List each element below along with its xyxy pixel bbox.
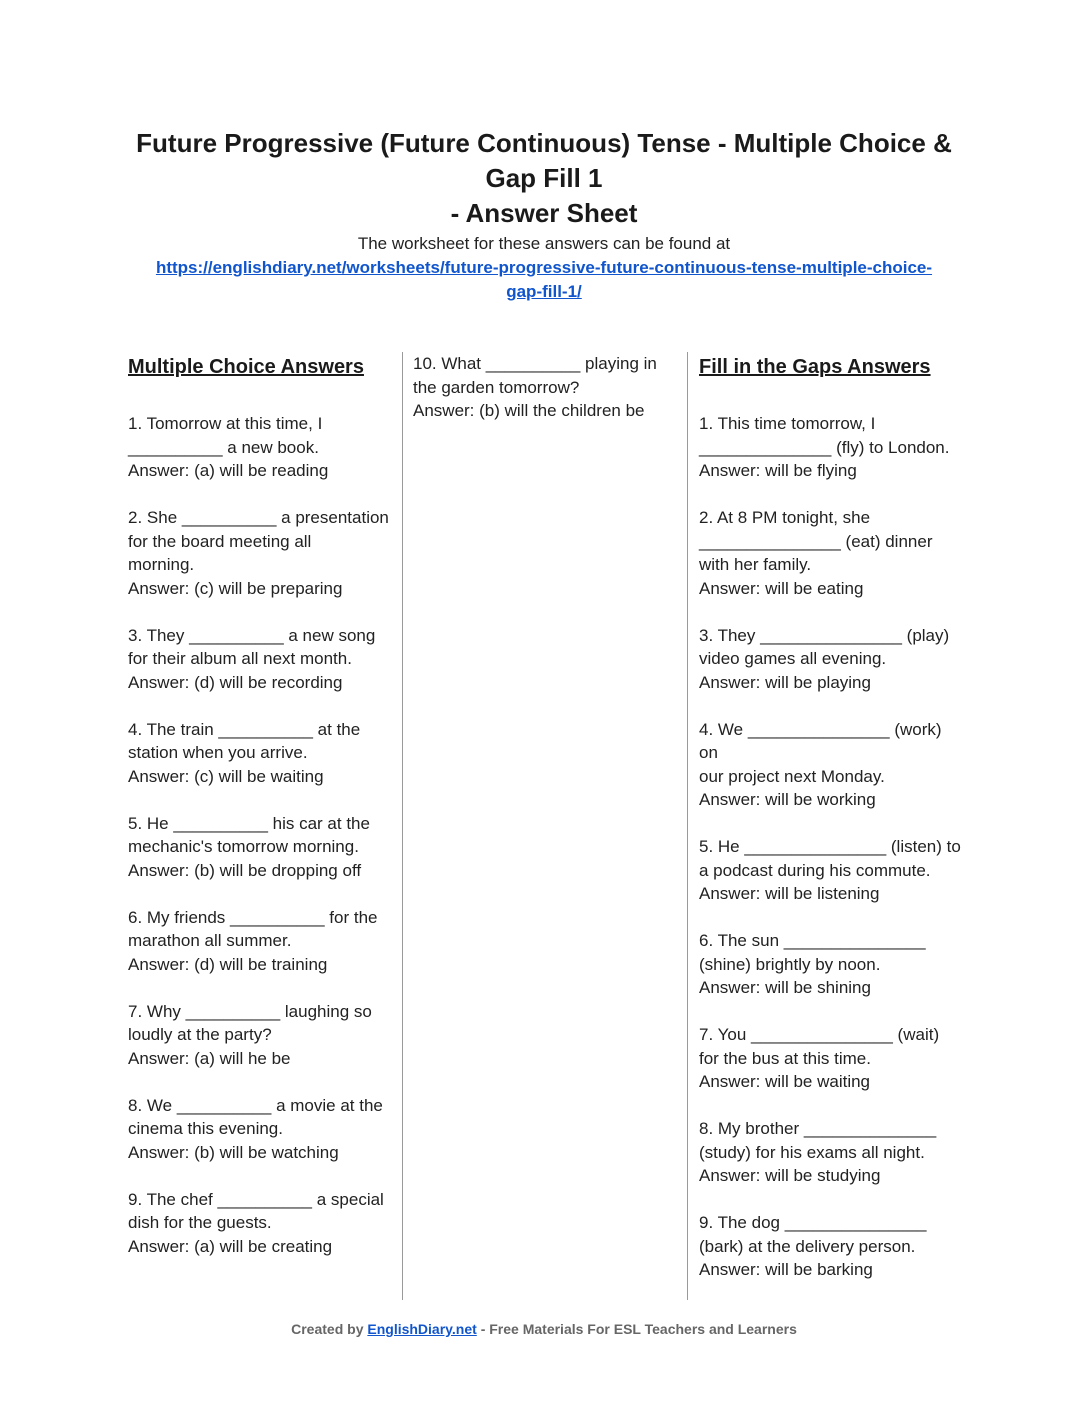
- question-item: [699, 1023, 965, 1094]
- answer-line: Answer: (d) will be recording: [128, 672, 343, 692]
- worksheet-intro: [110, 232, 978, 304]
- fill-gaps-heading: Fill in the Gaps Answers: [699, 356, 931, 378]
- question-item: [128, 906, 394, 977]
- question-item: [699, 835, 965, 906]
- question-line: station when you arrive.: [128, 743, 308, 762]
- multiple-choice-heading: Multiple Choice Answers: [128, 356, 364, 378]
- title-line-2: Gap Fill 1: [485, 163, 603, 193]
- answer-line: Answer: (c) will be waiting: [128, 766, 324, 786]
- multiple-choice-overflow-column: [413, 352, 675, 446]
- question-line: 1. Tomorrow at this time, I: [128, 414, 323, 433]
- footer-suffix: - Free Materials For ESL Teachers and Learners: [476, 1321, 797, 1337]
- answer-line: Answer: will be studying: [699, 1166, 881, 1185]
- footer-link[interactable]: EnglishDiary.net: [367, 1321, 477, 1337]
- worksheet-link-line-2: gap-fill-1/: [506, 282, 582, 301]
- fill-gaps-column: [699, 352, 965, 1305]
- question-item: [699, 929, 965, 1000]
- question-line: for their album all next month.: [128, 649, 352, 668]
- footer: [0, 1321, 1088, 1337]
- column-divider-left: [402, 352, 403, 1300]
- answer-line: Answer: will be shining: [699, 978, 871, 997]
- answer-line: Answer: (c) will be preparing: [128, 578, 343, 598]
- fill-gaps-list: [699, 412, 965, 1282]
- answer-line: Answer: (b) will the children be: [413, 401, 645, 420]
- question-line: (study) for his exams all night.: [699, 1142, 925, 1162]
- question-line: 8. We __________ a movie at the: [128, 1095, 383, 1115]
- answer-line: Answer: (b) will be dropping off: [128, 860, 362, 880]
- title-line-1: Future Progressive (Future Continuous) Tense - Multiple Choice &: [136, 128, 952, 158]
- question-line: for the bus at this time.: [699, 1048, 871, 1068]
- question-line: 3. They __________ a new song: [128, 625, 376, 645]
- question-item: [699, 624, 965, 695]
- question-item: [128, 1188, 394, 1259]
- question-line: _______________ (eat) dinner: [699, 531, 933, 551]
- question-item: [128, 506, 394, 600]
- question-line: 8. My brother ______________: [699, 1119, 937, 1138]
- answer-line: Answer: (a) will he be: [128, 1048, 291, 1068]
- question-item: [128, 812, 394, 883]
- question-line: 4. The train __________ at the: [128, 719, 361, 739]
- answer-line: Answer: (b) will be watching: [128, 1142, 339, 1162]
- question-line: 10. What __________ playing in: [413, 354, 657, 373]
- page-title: [110, 126, 978, 231]
- question-line: 3. They _______________ (play): [699, 625, 950, 645]
- answer-line: Answer: (a) will be creating: [128, 1236, 333, 1256]
- question-line: 5. He _______________ (listen) to: [699, 837, 961, 856]
- question-line: (shine) brightly by noon.: [699, 954, 881, 974]
- answer-line: Answer: will be waiting: [699, 1072, 871, 1091]
- question-item: [128, 1000, 394, 1071]
- multiple-choice-list: [128, 412, 394, 1258]
- question-line: our project next Monday.: [699, 766, 885, 786]
- worksheet-link-line-1: https://englishdiary.net/worksheets/future-progressive-future-continuous-tense-multiple-choice-: [155, 258, 933, 277]
- question-item: [699, 718, 965, 812]
- question-line: 6. The sun _______________: [699, 931, 926, 950]
- question-item: [128, 412, 394, 483]
- footer-prefix: Created by: [291, 1321, 368, 1337]
- question-line: 5. He __________ his car at the: [128, 813, 370, 833]
- intro-text: The worksheet for these answers can be found at: [357, 234, 731, 253]
- question-line: 1. This time tomorrow, I: [699, 414, 876, 433]
- question-item: [699, 412, 965, 483]
- question-line: __________ a new book.: [128, 437, 319, 457]
- answer-line: Answer: will be listening: [699, 884, 880, 903]
- question-line: morning.: [128, 555, 195, 574]
- question-line: 9. The dog _______________: [699, 1213, 927, 1232]
- answer-line: Answer: will be eating: [699, 578, 864, 598]
- question-line: marathon all summer.: [128, 931, 292, 950]
- answer-line: Answer: will be playing: [699, 672, 871, 692]
- question-item: [128, 1094, 394, 1165]
- question-item: [699, 1211, 965, 1282]
- question-line: 7. Why __________ laughing so: [128, 1001, 372, 1021]
- answer-line: Answer: will be working: [699, 790, 876, 809]
- question-line: ______________ (fly) to London.: [699, 437, 950, 457]
- answer-line: Answer: (a) will be reading: [128, 461, 329, 480]
- question-line: video games all evening.: [699, 649, 887, 668]
- question-item: [699, 506, 965, 600]
- question-line: 7. You _______________ (wait): [699, 1025, 940, 1044]
- question-line: the garden tomorrow?: [413, 377, 580, 397]
- question-line: 6. My friends __________ for the: [128, 907, 378, 927]
- question-item: [699, 1117, 965, 1188]
- question-line: 4. We _______________ (work) on: [699, 719, 942, 762]
- question-line: with her family.: [699, 555, 812, 574]
- multiple-choice-column: [128, 352, 394, 1282]
- title-line-3: - Answer Sheet: [450, 198, 638, 228]
- question-line: (bark) at the delivery person.: [699, 1236, 916, 1256]
- question-line: dish for the guests.: [128, 1213, 272, 1232]
- answer-line: Answer: will be flying: [699, 461, 857, 480]
- worksheet-link[interactable]: [110, 256, 978, 304]
- question-item: [413, 352, 675, 423]
- question-line: 9. The chef __________ a special: [128, 1189, 384, 1209]
- question-line: loudly at the party?: [128, 1025, 272, 1044]
- question-line: mechanic's tomorrow morning.: [128, 837, 359, 856]
- question-item: [128, 718, 394, 789]
- answer-line: Answer: will be barking: [699, 1260, 873, 1279]
- question-line: a podcast during his commute.: [699, 860, 931, 880]
- question-line: 2. At 8 PM tonight, she: [699, 508, 871, 527]
- column-divider-right: [687, 352, 688, 1300]
- question-line: 2. She __________ a presentation: [128, 508, 389, 527]
- question-item: [128, 624, 394, 695]
- question-line: for the board meeting all: [128, 531, 312, 551]
- answer-line: Answer: (d) will be training: [128, 954, 328, 974]
- multiple-choice-list-continued: [413, 352, 675, 423]
- question-line: cinema this evening.: [128, 1119, 283, 1138]
